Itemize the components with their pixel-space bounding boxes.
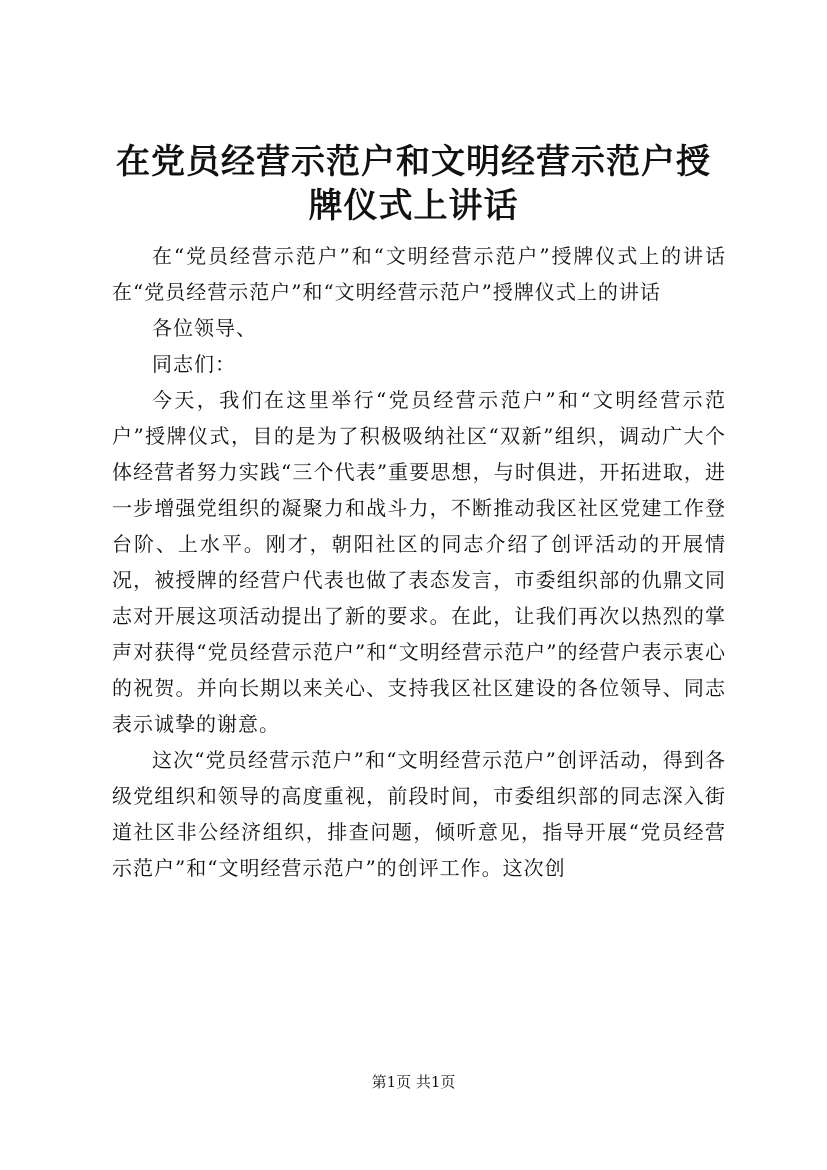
paragraph-salutation-comrades: 同志们： bbox=[152, 352, 236, 376]
paragraph-salutation-leaders: 各位领导、 bbox=[152, 316, 257, 340]
document-body bbox=[112, 238, 726, 886]
page-number-footer: 第1页 共1页 bbox=[371, 1073, 456, 1091]
paragraph-opening: 今天，我们在这里举行“党员经营示范户”和“文明经营示范户”授牌仪式，目的是为了积极吸纳社区“双新”组织，调动广大个体经营者努力实践“三个代表”重要思想，与时俱进，开拓进取，进一步增强党组织的凝聚力和战斗力，不断推动我区社区党建工作登台阶、上水平。刚才，朝阳社区的同志介绍了创评活动的开展情况，被授牌的经营户代表也做了表态发言，市委组织部的仇鼎文同志对开展这项活动提出了新的要求。在此，让我们再次以热烈的掌声对获得“党员经营示范户”和“文明经营示范户”的经营户表示衷心的祝贺。并向长期以来关心、支持我区社区建设的各位领导、同志表示诚挚的谢意。 bbox=[112, 388, 726, 736]
document-title: 在党员经营示范户和文明经营示范户授牌仪式上讲话 bbox=[116, 142, 711, 226]
paragraph-activity: 这次“党员经营示范户”和“文明经营示范户”创评活动，得到各级党组织和领导的高度重视，前段时间，市委组织部的同志深入街道社区非公经济组织，排查问题，倾听意见，指导开展“党员经营示范户”和“文明经营示范户”的创评工作。这次创 bbox=[112, 748, 726, 880]
paragraph-heading-repeat: 在“党员经营示范户”和“文明经营示范户”授牌仪式上的讲话在“党员经营示范户”和“文明经营示范户”授牌仪式上的讲话 bbox=[112, 244, 726, 304]
